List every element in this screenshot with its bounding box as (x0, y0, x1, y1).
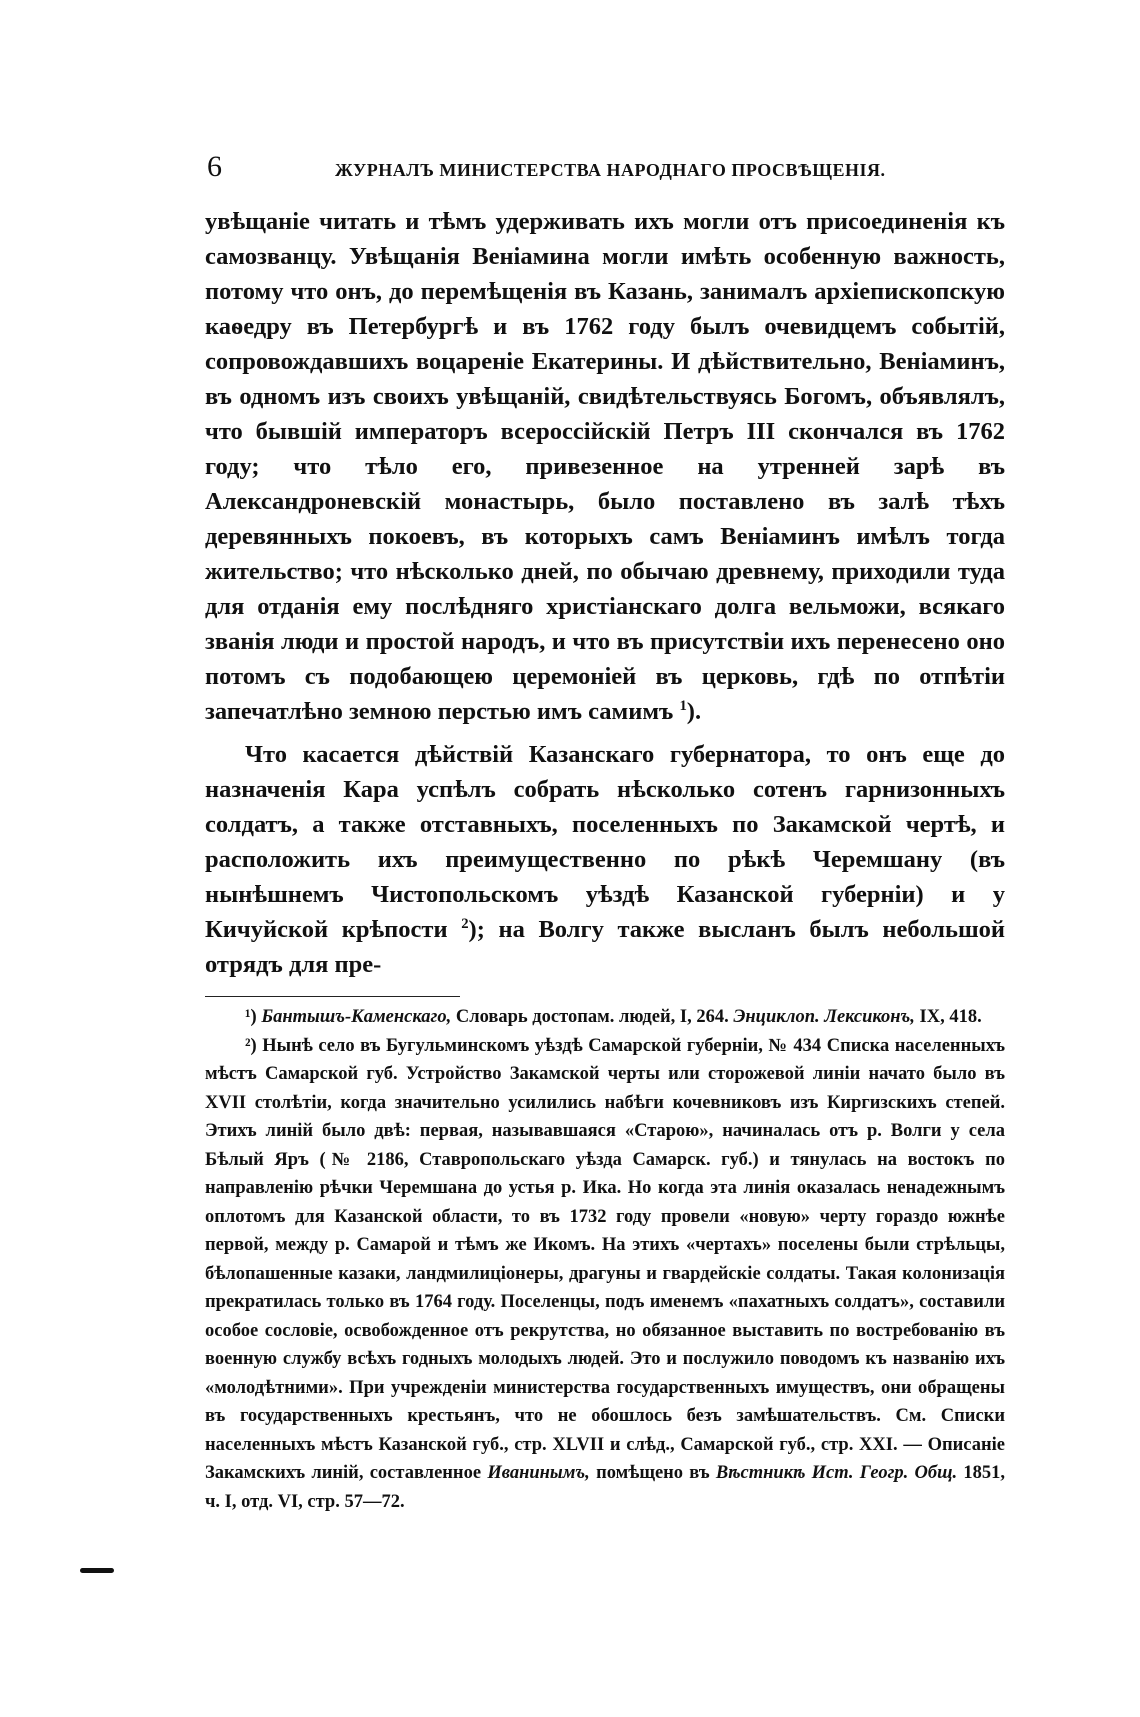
paragraph-2-continuation: ); на Волгу также высланъ былъ небольшой отрядъ для пре- (205, 916, 1005, 978)
footnote-2-text-c: 1851, ч. I, отд. VI, стр. 57—72. (205, 1463, 1006, 1512)
main-text (205, 204, 1005, 982)
footnote-1-text: Словарь достопам. людей, I, 264. (455, 1007, 729, 1027)
footnote-1-end: IX, 418. (919, 1007, 982, 1027)
footnote-divider (205, 996, 460, 997)
footnote-1 (205, 1003, 1005, 1032)
footnote-1-author: Бантышъ-Каменскаго, (261, 1007, 452, 1027)
paragraph-2-text: Что касается дѣйствій Казанскаго губернатора, то онъ еще до назначенія Кара успѣлъ собрать нѣсколько сотенъ гарнизонныхъ солдатъ, а также отставныхъ, поселенныхъ по Закамской чертѣ, и расположить ихъ преимущественно по рѣкѣ Черемшану (въ нынѣшнемъ Чистопольскомъ уѣздѣ Казанской губерніи) и у Кичуйской крѣпости (205, 741, 1005, 943)
footnote-1-mark: ¹) (245, 1007, 257, 1027)
margin-mark (80, 1568, 114, 1573)
footnotes (205, 1003, 1005, 1516)
journal-title: ЖУРНАЛЪ МИНИСТЕРСТВА НАРОДНАГО ПРОСВѢЩЕНІЯ. (335, 160, 886, 180)
running-head (205, 150, 1005, 194)
footnote-2-author: Иванинымъ, (487, 1463, 590, 1483)
paragraph-1-end: ). (686, 698, 702, 725)
footnote-ref-1: 1 (679, 697, 687, 714)
page-number: 6 (207, 150, 222, 183)
paragraph-1 (205, 204, 1005, 729)
page (205, 150, 1005, 1516)
footnote-ref-2: 2 (461, 915, 469, 932)
footnote-2-mark: ²) (245, 1035, 257, 1056)
footnote-2-text: Нынѣ село въ Бугульминскомъ уѣздѣ Самарской губерніи, № 434 Списка населенныхъ мѣстъ Самарской губ. Устройство Закамской черты или сторожевой линіи начато было въ XVII столѣтіи, когда значительно усилились набѣги кочевниковъ изъ Киргизскихъ степей. Этихъ линій было двѣ: первая, называвшаяся «Старою», начиналась отъ р. Волги у села Бѣлый Яръ (№ 2186, Ставропольскаго уѣзда Самарск. губ.) и тянулась на востокъ по направленію рѣчки Черемшана до устья р. Ика. Но когда эта линія оказалась ненадежнымъ оплотомъ для Казанской области, то въ 1732 году провели «новую» черту гораздо южнѣе первой, между р. Самарой и тѣмъ же Икомъ. На этихъ «чертахъ» поселены были стрѣльцы, бѣлопашенные казаки, ландмилиціонеры, драгуны и гвардейскіе солдаты. Такая колонизація прекратилась только въ 1764 году. Поселенцы, подъ именемъ «пахатныхъ солдатъ», составили особое сословіе, освобожденное отъ рекрутства, но обязанное выставить по востребованію въ военную службу всѣхъ годныхъ молодыхъ людей. Это и послужило поводомъ къ названію ихъ «молодѣтними». При учрежденіи министерства государственныхъ имуществъ, они обращены въ государственныхъ крестьянъ, что не обошлось безъ замѣшательствъ. См. Списки населенныхъ мѣстъ Казанской губ., стр. XLVII и слѣд., Самарской губ., стр. XXI. — Описаніе Закамскихъ линій, составленное (205, 1035, 1005, 1483)
footnote-2-text-b: помѣщено въ (596, 1463, 710, 1483)
footnote-2 (205, 1032, 1005, 1517)
footnote-1-source: Энциклоп. Лексиконъ, (733, 1007, 915, 1027)
footnote-2-journal: Вѣстникѣ Ист. Геогр. Общ. (715, 1463, 958, 1483)
paragraph-2 (205, 737, 1005, 982)
paragraph-1-text: увѣщаніе читать и тѣмъ удерживать ихъ могли отъ присоединенія къ самозванцу. Увѣщанія Веніамина могли имѣть особенную важность, потому что онъ, до перемѣщенія въ Казань, занималъ архіепископскую каѳедру въ Петербургѣ и въ 1762 году былъ очевидцемъ событій, сопровождавшихъ воцареніе Екатерины. И дѣйствительно, Веніаминъ, въ одномъ изъ своихъ увѣщаній, свидѣтельствуясь Богомъ, объявлялъ, что бывшій императоръ всероссійскій Петръ III скончался въ 1762 году; что тѣло его, привезенное на утренней зарѣ въ Александроневскій монастырь, было поставлено въ залѣ тѣхъ деревянныхъ покоевъ, въ которыхъ самъ Веніаминъ имѣлъ тогда жительство; что нѣсколько дней, по обычаю древнему, приходили туда для отданія ему послѣдняго христіанскаго долга вельможи, всякаго званія люди и простой народъ, и что въ присутствіи ихъ перенесено оно потомъ съ подобающею церемоніей въ церковь, гдѣ по отпѣтіи запечатлѣно земною перстью имъ самимъ (205, 208, 1005, 725)
